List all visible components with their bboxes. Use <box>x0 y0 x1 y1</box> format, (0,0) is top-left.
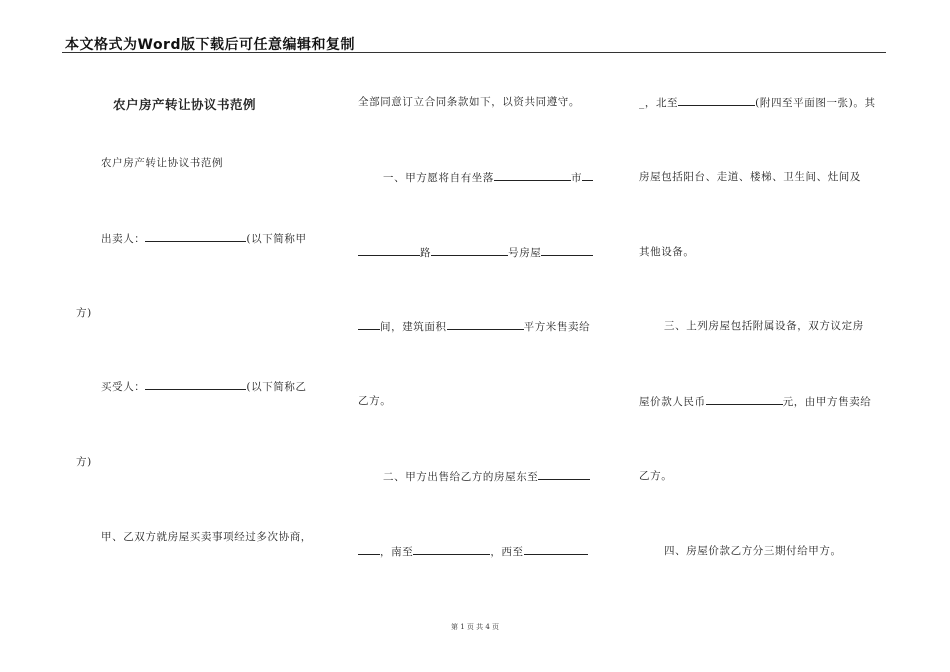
west-boundary-blank <box>524 543 588 555</box>
clause-4: 四、房屋价款乙方分三期付给甲方。 <box>664 545 842 557</box>
city-label: 市 <box>571 172 583 184</box>
buyer-suffix: (以下简称乙 <box>246 381 307 393</box>
room-count-blank <box>358 318 380 330</box>
seller-wrap: 方) <box>76 307 92 319</box>
price-blank <box>706 393 783 405</box>
page-number: 第 1 页 共 4 页 <box>450 623 500 631</box>
clause-1 <box>383 169 593 185</box>
document-subtitle: 农户房产转让协议书范例 <box>101 157 224 169</box>
party-b-text-2: 乙方。 <box>639 470 673 482</box>
download-notice-banner: 本文格式为Word版下载后可任意编辑和复制 <box>65 37 355 53</box>
east-boundary-blank <box>538 468 590 480</box>
city-blank <box>582 169 593 181</box>
road-label: 路 <box>420 247 432 259</box>
east-boundary-end-blank <box>358 543 380 555</box>
number-blank <box>431 244 508 256</box>
price-line <box>639 393 871 409</box>
location-blank <box>494 169 571 181</box>
price-label: 屋价款人民币 <box>639 396 706 408</box>
seller-suffix: (以下简称甲 <box>246 233 307 245</box>
area-line <box>358 318 590 334</box>
house-blank <box>541 244 593 256</box>
buyer-blank <box>145 378 246 390</box>
included-areas: 房屋包括阳台、走道、楼梯、卫生间、灶间及 <box>639 171 861 183</box>
house-number-label: 号房屋 <box>508 247 542 259</box>
clause-3: 三、上列房屋包括附属设备，双方议定房 <box>664 320 864 332</box>
clause-2 <box>383 468 590 484</box>
price-sale-text: 元，由甲方售卖给 <box>782 396 872 408</box>
south-label: ，南至 <box>380 546 414 558</box>
party-b-text: 乙方。 <box>358 395 392 407</box>
clause-1-text: 一、甲方愿将自有坐落 <box>383 172 494 184</box>
header-divider <box>62 52 886 53</box>
seller-label: 出卖人： <box>101 233 146 245</box>
area-blank <box>447 318 524 330</box>
seller-line <box>101 230 307 246</box>
document-title: 农户房产转让协议书范例 <box>113 97 257 112</box>
seller-blank <box>145 230 246 242</box>
north-line <box>639 94 876 110</box>
area-label: 间，建筑面积 <box>380 321 447 333</box>
other-equipment: 其他设备。 <box>639 246 695 258</box>
clause-2-text: 二、甲方出售给乙方的房屋东至 <box>383 471 539 483</box>
floor-plan-note: (附四至平面图一张)。其 <box>755 97 876 109</box>
negotiation-paragraph: 甲、乙双方就房屋买卖事项经过多次协商， <box>101 531 312 543</box>
north-label: _，北至 <box>639 97 679 109</box>
sale-text: 平方米售卖给 <box>523 321 591 333</box>
buyer-line <box>101 378 307 394</box>
agreement-intro: 全部同意订立合同条款如下，以资共同遵守。 <box>358 96 580 108</box>
buyer-label: 买受人： <box>101 381 146 393</box>
buyer-wrap: 方) <box>76 456 92 468</box>
west-label: ，西至 <box>490 546 524 558</box>
address-line <box>358 244 593 260</box>
north-boundary-blank <box>678 94 755 106</box>
road-blank <box>358 244 420 256</box>
south-boundary-blank <box>413 543 490 555</box>
boundary-line <box>358 543 588 559</box>
